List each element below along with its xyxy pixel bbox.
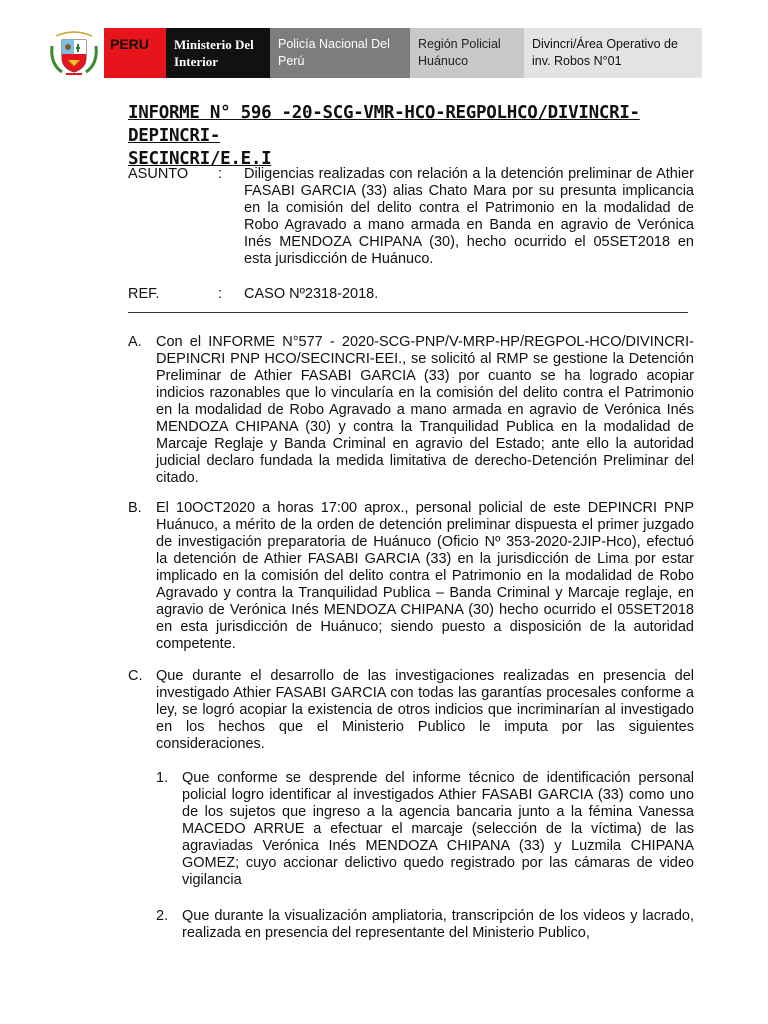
ref-colon: : [218,286,223,302]
report-title-line2: SECINCRI/E.E.I [128,149,272,169]
peru-coat-of-arms-icon [48,26,100,80]
item-1-number: 1. [156,770,169,786]
ref-label: REF. [128,286,160,302]
asunto-text: Diligencias realizadas con relación a la detención preliminar de Athier FASABI GARCIA (33) alias Chato Mara por su presunta implicancia en la comisión del delito contra el Patrimonio en la modalidad de Robo Agravado a mano armada en Banda en agravio de Verónica Inés MENDOZA CHIPANA (30), hecho ocurrido el 05SET2018 en esta jurisdicción de Huánuco. [244,166,694,267]
report-title-line1: INFORME N° 596 -20-SCG-VMR-HCO-REGPOLHCO/DIVINCRI-DEPINCRI- [128,103,640,146]
asunto-label: ASUNTO [128,166,189,182]
header-peru-label: PERU [104,28,166,78]
header-ministerio-label: Ministerio Del Interior [166,28,270,78]
asunto-colon: : [218,166,223,182]
report-title [128,102,698,171]
section-a-text: Con el INFORME N°577 - 2020-SCG-PNP/V-MRP-HP/REGPOL-HCO/DIVINCRI-DEPINCRI PNP HCO/SECINCRI-EEI., se solicitó al RMP se gestione la Detención Preliminar de Athier FASABI GARCIA (33) por cuanto se ha logrado acopiar indicios razonables que lo vincularía en la comisión del delito contra el Patrimonio en la modalidad de Robo Agravado a mano armada en agravio de Verónica Inés MENDOZA CHIPANA (30) y contra la Tranquilidad Publica en la modalidad de Marcaje Reglaje y Banda Criminal en agravio del Estado; ante ello la autoridad judicial declaro fundada la medida limitativa de derecho-Detención Preliminar del citado. [156,334,694,486]
header-policia-label: Policía Nacional Del Perú [270,28,410,78]
section-c-letter: C. [128,668,143,684]
divider-line [128,312,688,313]
section-b-letter: B. [128,500,142,516]
header-divincri-label: Divincri/Área Operativo de inv. Robos N°01 [524,28,702,78]
item-1-text: Que conforme se desprende del informe técnico de identificación personal policial logro identificar al investigados Athier FASABI GARCIA (33) como uno de los sujetos que ingreso a la agencia bancaria junto a la fémina Vanessa MACEDO ARRUE a efectuar el marcaje (selección de la víctima) de las agraviadas Verónica Inés MENDOZA CHIPANA (33) y Luzmila CHIPANA GOMEZ; cuyo accionar delictivo quedo registrado por las cámaras de video vigilancia [182,770,694,888]
item-2-number: 2. [156,908,169,924]
header-region-label: Región Policial Huánuco [410,28,524,78]
ref-text: CASO Nº2318-2018. [244,286,379,302]
section-a-letter: A. [128,334,142,350]
item-2-text: Que durante la visualización ampliatoria, transcripción de los videos y lacrado, realizada en presencia del representante del Ministerio Publico, [182,908,694,941]
section-b-text: El 10OCT2020 a horas 17:00 aprox., personal policial de este DEPINCRI PNP Huánuco, a mérito de la orden de detención preliminar dispuesta el primer juzgado de investigación preparatoria de Huánuco (Oficio Nº 353-2020-2JIP-Hco), efectuó la detención de Athier FASABI GARCIA (33) en la jurisdicción de Lima por estar implicado en la comisión del delito contra el Patrimonio en la modalidad de Robo Agravado y contra la Tranquilidad Publica – Banda Criminal y Marcaje reglaje, en agravio de Verónica Inés MENDOZA CHIPANA (30) hecho ocurrido el 05SET2018 en esta jurisdicción de Huánuco; siendo puesto a disposición de la autoridad competente. [156,500,694,652]
section-c-text: Que durante el desarrollo de las investigaciones realizadas en presencia del investigado Athier FASABI GARCIA con todas las garantías procesales conforme a ley, se logró acopiar la existencia de otros indicios que incriminarían al investigado en los hechos que el Ministerio Publico le imputa por las siguientes consideraciones. [156,668,694,752]
